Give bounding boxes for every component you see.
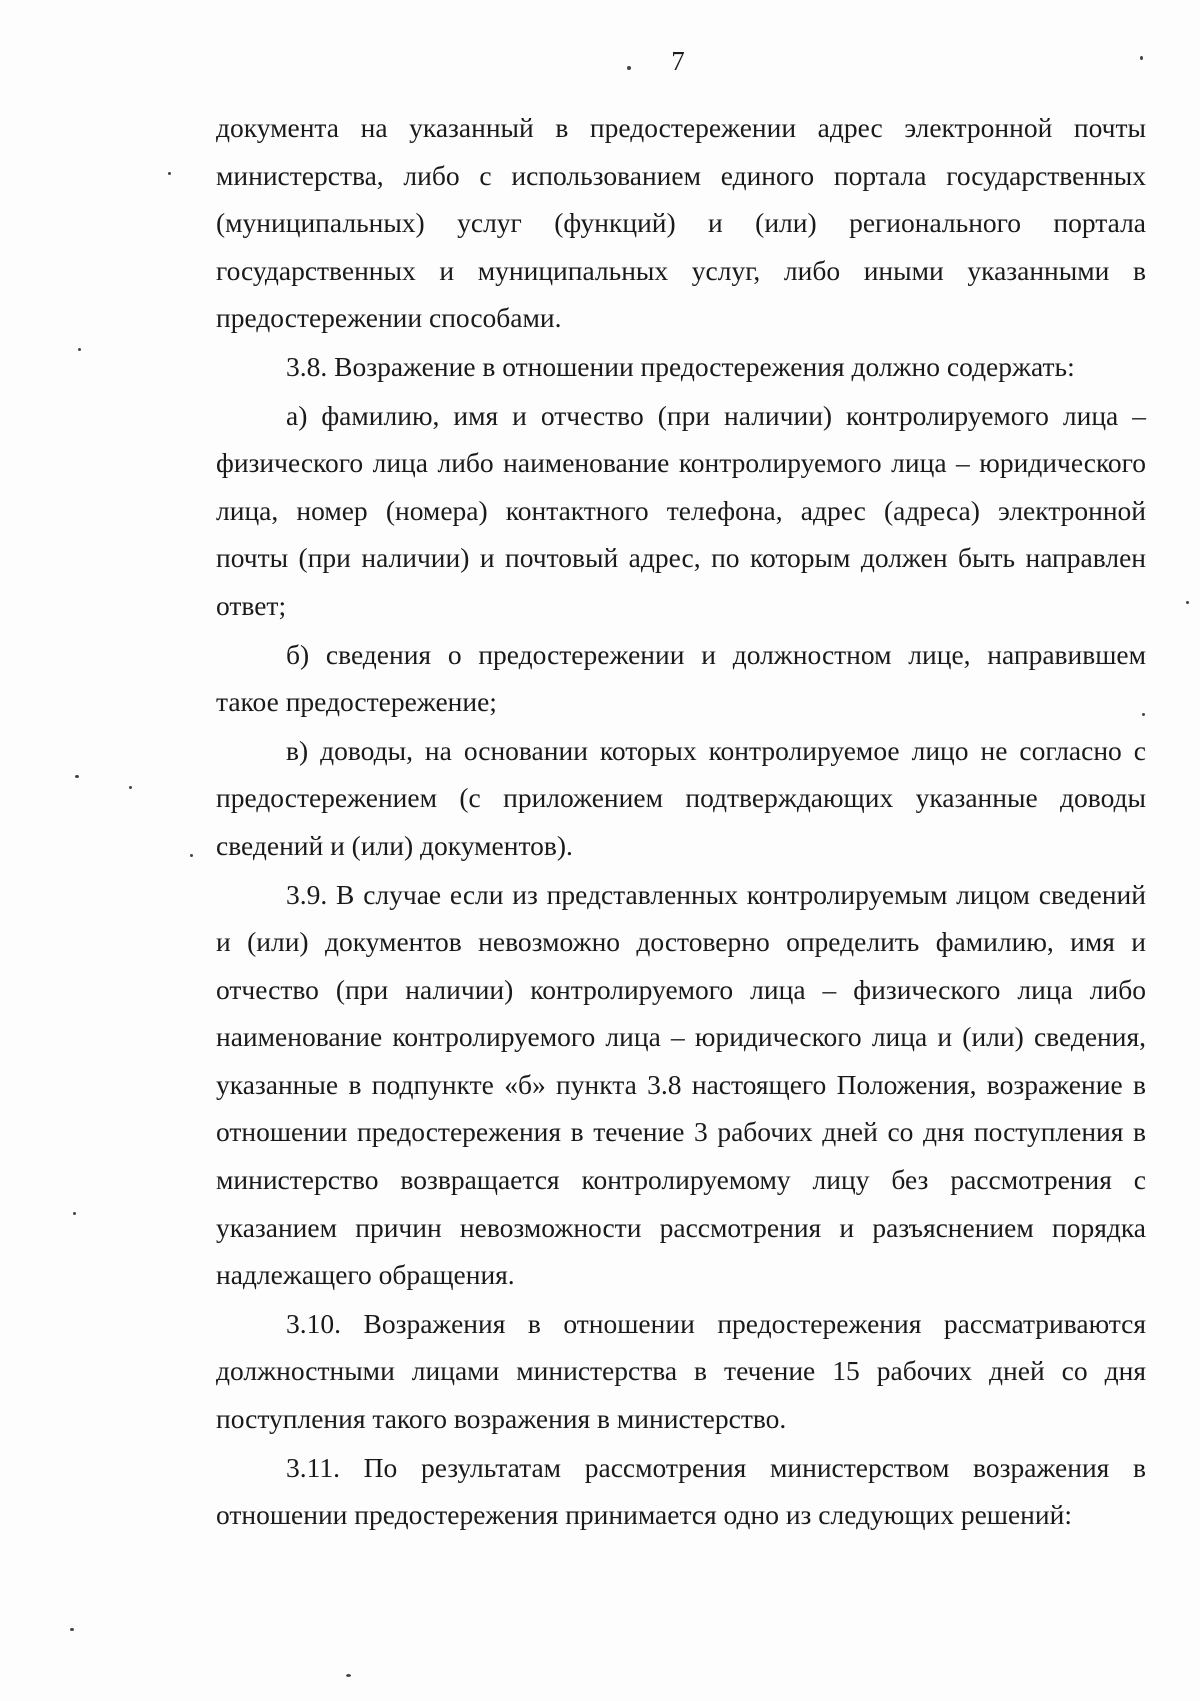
- paragraph-3-8-a: а) фамилию, имя и отчество (при наличии) контролируемого лица – физического лица либо наименование контролируемого лица – юридического лица, номер (номера) контактного телефона, адрес (адреса) электронной почты (при наличии) и почтовый адрес, по которым должен быть направлен ответ;: [216, 399, 1146, 621]
- scan-speck: [627, 66, 631, 70]
- paragraph-3-8: 3.8. Возражение в отношении предостережения должно содержать:: [286, 350, 1075, 382]
- paragraph-3-11: 3.11. По результатам рассмотрения министерством возражения в отношении предостережения принимается одно из следующих решений:: [216, 1451, 1146, 1531]
- scan-speck: [346, 1674, 351, 1677]
- paragraph-3-9: 3.9. В случае если из представленных контролируемым лицом сведений и (или) документов невозможно достоверно определить фамилию, имя и отчество (при наличии) контролируемого лица – физического лица либо наименование контролируемого лица – юридического лица и (или) сведения, указанные в подпункте «б» пункта 3.8 настоящего Положения, возражение в отношении предостережения в течение 3 рабочих дней со дня поступления в министерство возвращается контролируемому лицу без рассмотрения с указанием причин невозможности рассмотрения и разъяснением порядка надлежащего обращения.: [216, 878, 1146, 1291]
- paragraph-3-8-c: в) доводы, на основании которых контролируемое лицо не согласно с предостережением (с приложением подтверждающих указанные доводы сведений и (или) документов).: [216, 734, 1146, 861]
- scan-speck: [190, 854, 193, 857]
- scan-speck: [1186, 601, 1189, 604]
- page-number: 7: [671, 46, 685, 76]
- paragraph-3-8-b: б) сведения о предостережении и должностном лице, направившем такое предостережение;: [216, 638, 1146, 718]
- scan-speck: [129, 786, 132, 789]
- scan-speck: [70, 1628, 74, 1631]
- scan-speck: [168, 172, 171, 175]
- scan-speck: [1140, 56, 1143, 60]
- paragraph-3-10: 3.10. Возражения в отношении предостережения рассматриваются должностными лицами министерства в течение 15 рабочих дней со дня поступления такого возражения в министерство.: [216, 1307, 1146, 1435]
- paragraph-continuation: документа на указанный в предостережении адрес электронной почты министерства, либо с использованием единого портала государственных (муниципальных) услуг (функций) и (или) регионального портала государственных и муниципальных услуг, либо иными указанными в предостережении способами.: [216, 112, 1146, 334]
- scan-speck: [73, 1212, 76, 1215]
- document-body: [216, 104, 1146, 1539]
- scan-speck: [78, 348, 81, 351]
- scan-speck: [75, 775, 79, 778]
- scan-speck: [1142, 713, 1145, 716]
